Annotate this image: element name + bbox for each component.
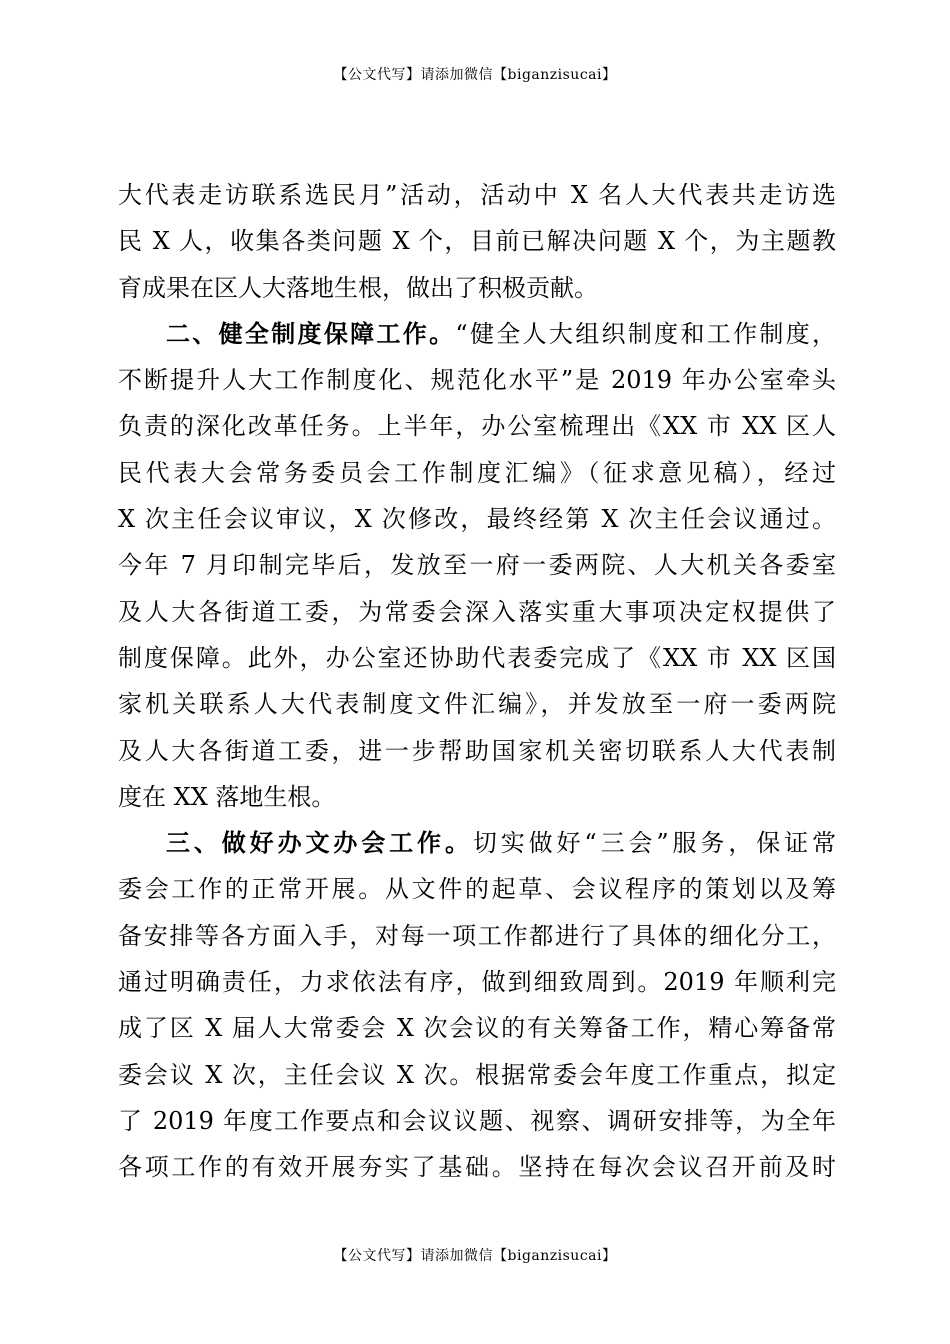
text-line: 各项工作的有效开展夯实了基础。坚持在每次会议召开前及时 (118, 1153, 836, 1182)
text-line: 委会议 X 次，主任会议 X 次。根据常委会年度工作重点，拟定 (118, 1060, 836, 1089)
text-line: 制度保障。此外，办公室还协助代表委完成了《XX 市 XX 区国 (118, 643, 836, 672)
text-line: 了 2019 年度工作要点和会议议题、视察、调研安排等，为全年 (118, 1106, 836, 1135)
paragraph-1 (118, 172, 836, 311)
text-line: 及人大各街道工委，为常委会深入落实重大事项决定权提供了 (118, 597, 836, 626)
text-run: 切实做好“三会”服务，保证常 (472, 829, 837, 858)
text-line: 不断提升人大工作制度化、规范化水平”是 2019 年办公室牵头 (118, 366, 836, 395)
text-line: 度在 XX 落地生根。 (118, 782, 336, 811)
page-footer: 【公文代写】请添加微信【biganzisucai】 (333, 1248, 617, 1264)
paragraph-3 (118, 820, 836, 1190)
text-line: 负责的深化改革任务。上半年，办公室梳理出《XX 市 XX 区人 (118, 412, 836, 441)
text-line: 民代表大会常务委员会工作制度汇编》（征求意见稿），经过 (118, 458, 836, 487)
paragraph-2 (118, 311, 836, 820)
text-run: “健全人大组织制度和工作制度， (455, 319, 836, 348)
text-line: 大代表走访联系选民月”活动，活动中 X 名人大代表共走访选 (118, 181, 836, 209)
section-heading: 三、做好办文办会工作。 (166, 828, 473, 858)
text-line: 通过明确责任，力求依法有序，做到细致周到。2019 年顺利完 (118, 968, 836, 997)
text-line (118, 820, 836, 866)
text-line: 成了区 X 届人大常委会 X 次会议的有关筹备工作，精心筹备常 (118, 1014, 836, 1043)
section-heading: 二、健全制度保障工作。 (166, 318, 456, 348)
text-line: 民 X 人，收集各类问题 X 个，目前已解决问题 X 个，为主题教 (118, 227, 836, 256)
text-line (118, 311, 836, 357)
text-line: 备安排等各方面入手，对每一项工作都进行了具体的细化分工， (118, 921, 836, 950)
text-line: 及人大各街道工委，进一步帮助国家机关密切联系人大代表制 (118, 736, 836, 765)
page-header: 【公文代写】请添加微信【biganzisucai】 (333, 67, 617, 83)
document-body (118, 172, 836, 1191)
text-line: 家机关联系人大代表制度文件汇编》，并发放至一府一委两院 (118, 690, 836, 719)
text-line: 委会工作的正常开展。从文件的起草、会议程序的策划以及筹 (118, 875, 836, 904)
text-line: X 次主任会议审议，X 次修改，最终经第 X 次主任会议通过。 (118, 505, 836, 534)
text-line: 育成果在区人大落地生根，做出了积极贡献。 (118, 273, 598, 302)
text-line: 今年 7 月印制完毕后，发放至一府一委两院、人大机关各委室 (118, 551, 836, 580)
